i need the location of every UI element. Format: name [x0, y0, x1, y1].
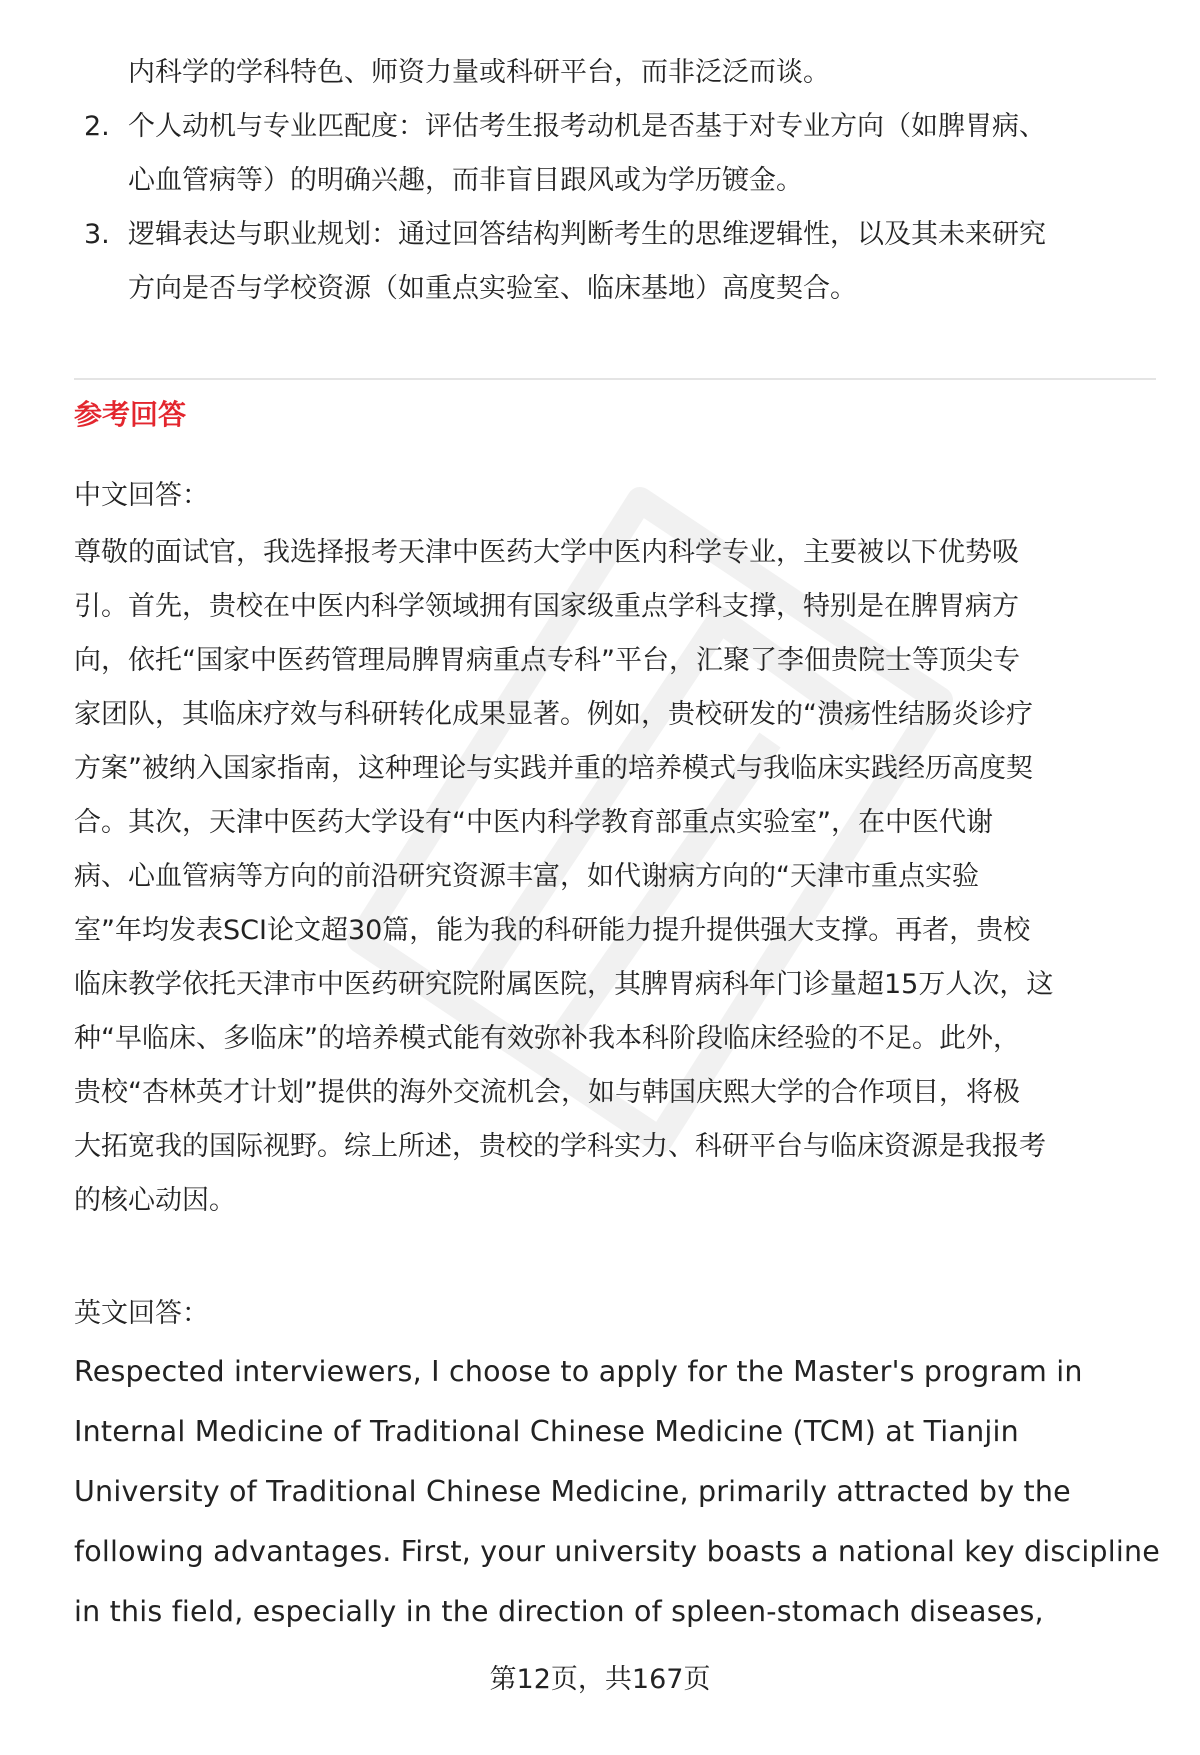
paragraph-line: Internal Medicine of Traditional Chinese Medicine (TCM) at Tianjin [74, 1415, 1019, 1448]
paragraph-line: 尊敬的面试官，我选择报考天津中医药大学中医内科学专业，主要被以下优势吸 [74, 537, 1019, 568]
paragraph-line: 方案”被纳入国家指南，这种理论与实践并重的培养模式与我临床实践经历高度契 [74, 753, 1033, 784]
list-item-line: 方向是否与学校资源（如重点实验室、临床基地）高度契合。 [128, 273, 857, 304]
section-divider [74, 378, 1156, 380]
page-number-footer: 第12页，共167页 [489, 1664, 711, 1695]
list-item-line: 个人动机与专业匹配度：评估考生报考动机是否基于对专业方向（如脾胃病、 [128, 111, 1046, 142]
english-answer-heading: 英文回答： [74, 1298, 209, 1329]
list-item-number: 3. [84, 219, 110, 250]
paragraph-line: following advantages. First, your university boasts a national key discipline [74, 1535, 1160, 1568]
list-item-line: 心血管病等）的明确兴趣，而非盲目跟风或为学历镀金。 [128, 165, 803, 196]
paragraph-line: 的核心动因。 [74, 1185, 236, 1216]
paragraph-line: Respected interviewers, I choose to apply for the Master's program in [74, 1355, 1083, 1388]
paragraph-line: 家团队，其临床疗效与科研转化成果显著。例如，贵校研发的“溃疡性结肠炎诊疗 [74, 699, 1033, 730]
list-item-number: 2. [84, 111, 110, 142]
reference-answer-title: 参考回答 [74, 398, 187, 431]
paragraph-line: 临床教学依托天津市中医药研究院附属医院，其脾胃病科年门诊量超15万人次，这 [74, 969, 1054, 1000]
paragraph-line: 室”年均发表SCI论文超30篇，能为我的科研能力提升提供强大支撑。再者，贵校 [74, 915, 1031, 946]
chinese-answer-heading: 中文回答： [74, 480, 209, 511]
paragraph-line: University of Traditional Chinese Medicine, primarily attracted by the [74, 1475, 1071, 1508]
paragraph-line: in this field, especially in the direction of spleen-stomach diseases, [74, 1595, 1044, 1628]
paragraph-line: 大拓宽我的国际视野。综上所述，贵校的学科实力、科研平台与临床资源是我报考 [74, 1131, 1046, 1162]
paragraph-line: 引。首先，贵校在中医内科学领域拥有国家级重点学科支撑，特别是在脾胃病方 [74, 591, 1019, 622]
paragraph-line: 合。其次，天津中医药大学设有“中医内科学教育部重点实验室”，在中医代谢 [74, 807, 993, 838]
paragraph-line: 向，依托“国家中医药管理局脾胃病重点专科”平台，汇聚了李佃贵院士等顶尖专 [74, 645, 1020, 676]
list-continuation-line: 内科学的学科特色、师资力量或科研平台，而非泛泛而谈。 [128, 57, 830, 88]
paragraph-line: 种“早临床、多临床”的培养模式能有效弥补我本科阶段临床经验的不足。此外， [74, 1023, 1020, 1054]
paragraph-line: 贵校“杏林英才计划”提供的海外交流机会，如与韩国庆熙大学的合作项目，将极 [74, 1077, 1020, 1108]
list-item-line: 逻辑表达与职业规划：通过回答结构判断考生的思维逻辑性，以及其未来研究 [128, 219, 1046, 250]
paragraph-line: 病、心血管病等方向的前沿研究资源丰富，如代谢病方向的“天津市重点实验 [74, 861, 979, 892]
